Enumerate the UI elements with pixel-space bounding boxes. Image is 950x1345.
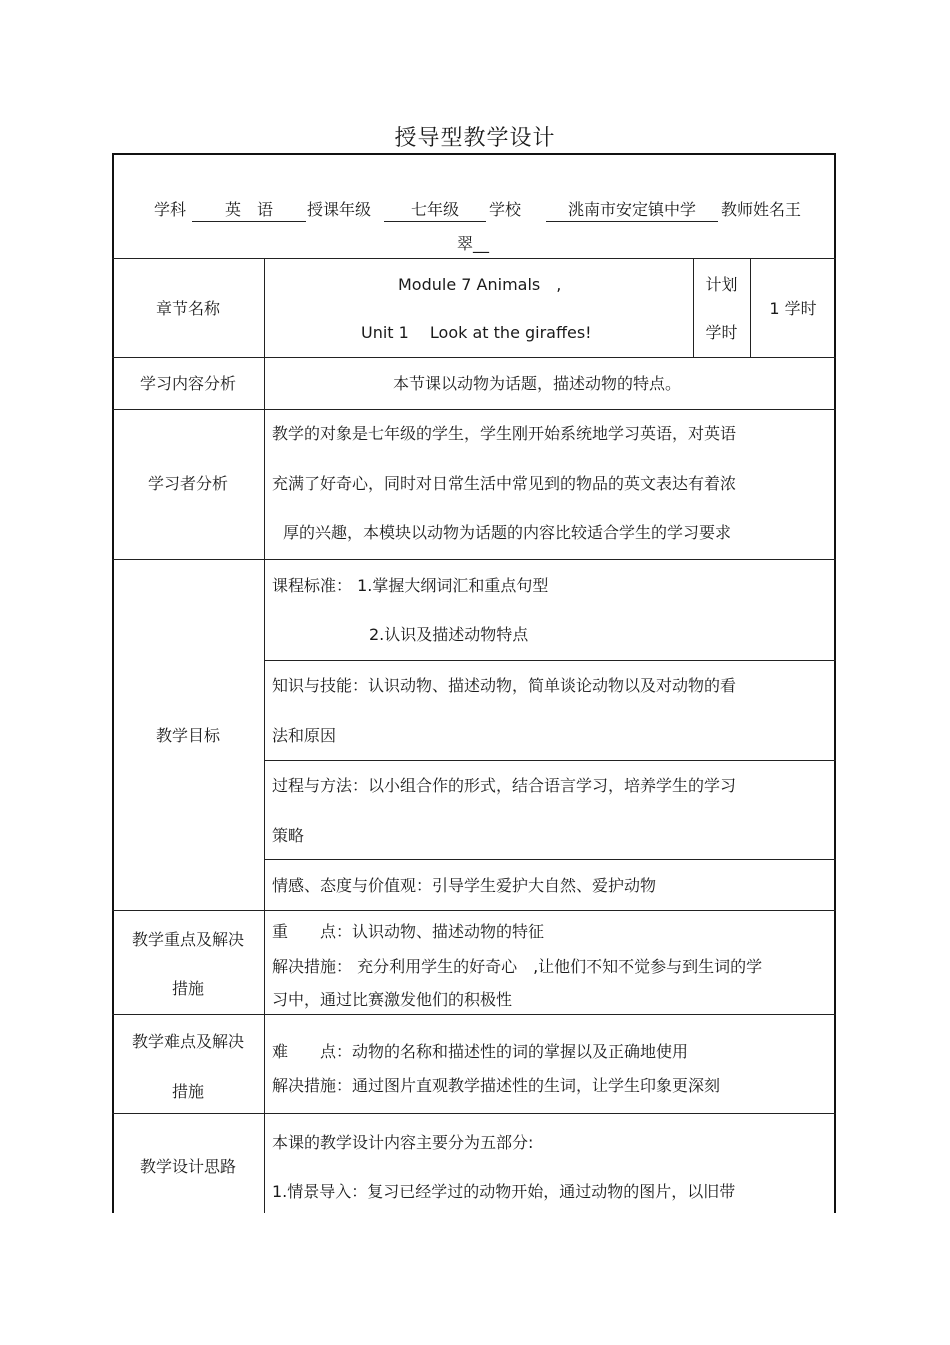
objectives-label: 教学目标 [155, 726, 220, 745]
difficult-points-line: 难 点：动物的名称和描述性的词的掌握以及正确地使用 [272, 1042, 689, 1061]
difficult-points-label: 措施 [171, 1082, 204, 1101]
design-idea-line: 1.情景导入：复习已经学过的动物开始，通过动物的图片，以旧带 [272, 1182, 736, 1201]
row-divider [264, 760, 836, 761]
subject-label: 学科 [154, 200, 187, 219]
curriculum-standard-line: 2.认识及描述动物特点 [369, 625, 529, 644]
page-title: 授导型教学设计 [394, 126, 556, 151]
row-divider [112, 357, 836, 358]
content-analysis-label: 学习内容分析 [139, 374, 236, 393]
learner-analysis-line: 充满了好奇心，同时对日常生活中常见到的物品的英文表达有着浓 [272, 474, 737, 493]
row-divider [264, 660, 836, 661]
grade-label: 授课年级 [307, 200, 372, 219]
plan-hours-label-1: 计划 [705, 275, 738, 294]
row-divider [112, 910, 836, 911]
process-method-line: 策略 [272, 826, 305, 845]
content-analysis-text: 本节课以动物为话题，描述动物的特点。 [393, 374, 682, 393]
curriculum-standard-line: 课程标准： 1.掌握大纲词汇和重点句型 [272, 576, 549, 595]
column-divider [264, 258, 265, 1213]
row-divider [112, 258, 836, 259]
difficult-points-label: 教学难点及解决 [131, 1032, 244, 1051]
school-underline [546, 221, 718, 222]
teacher-name-tail: 翠__ [457, 234, 490, 253]
subject-value: 英 语 [224, 200, 273, 219]
learner-analysis-label: 学习者分析 [147, 474, 228, 493]
learner-analysis-line: 教学的对象是七年级的学生，学生刚开始系统地学习英语，对英语 [272, 424, 737, 443]
knowledge-skills-line: 知识与技能：认识动物、描述动物，简单谈论动物以及对动物的看 [272, 676, 737, 695]
subject-underline [192, 221, 306, 222]
row-divider [112, 559, 836, 560]
row-divider [112, 1014, 836, 1015]
row-divider [112, 1113, 836, 1114]
difficult-points-line: 解决措施：通过图片直观教学描述性的生词，让学生印象更深刻 [272, 1076, 721, 1095]
key-points-line: 重 点：认识动物、描述动物的特征 [272, 922, 545, 941]
teacher-label: 教师姓名王 [721, 200, 802, 219]
emotion-values-line: 情感、态度与价值观：引导学生爱护大自然、爱护动物 [272, 876, 657, 895]
process-method-line: 过程与方法：以小组合作的形式，结合语言学习，培养学生的学习 [272, 776, 737, 795]
key-points-line: 习中，通过比赛激发他们的积极性 [272, 990, 513, 1009]
key-points-label: 教学重点及解决 [131, 930, 244, 949]
learner-analysis-line: 厚的兴趣，本模块以动物为话题的内容比较适合学生的学习要求 [283, 523, 732, 542]
grade-value: 七年级 [410, 200, 459, 219]
chapter-unit: Unit 1 Look at the giraffes! [361, 323, 592, 342]
row-divider [264, 859, 836, 860]
school-label: 学校 [489, 200, 522, 219]
design-idea-label: 教学设计思路 [139, 1157, 236, 1176]
school-value: 洮南市安定镇中学 [567, 200, 696, 219]
plan-hours-value: 1 学时 [769, 299, 817, 318]
key-points-line: 解决措施： 充分利用学生的好奇心 ,让他们不知不觉参与到生词的学 [272, 957, 763, 976]
grade-underline [384, 221, 486, 222]
chapter-module: Module 7 Animals , [398, 275, 562, 294]
chapter-label: 章节名称 [155, 299, 220, 318]
row-divider [112, 409, 836, 410]
key-points-label: 措施 [171, 979, 204, 998]
plan-hours-label-2: 学时 [705, 323, 738, 342]
design-idea-line: 本课的教学设计内容主要分为五部分: [272, 1133, 534, 1152]
knowledge-skills-line: 法和原因 [272, 726, 337, 745]
